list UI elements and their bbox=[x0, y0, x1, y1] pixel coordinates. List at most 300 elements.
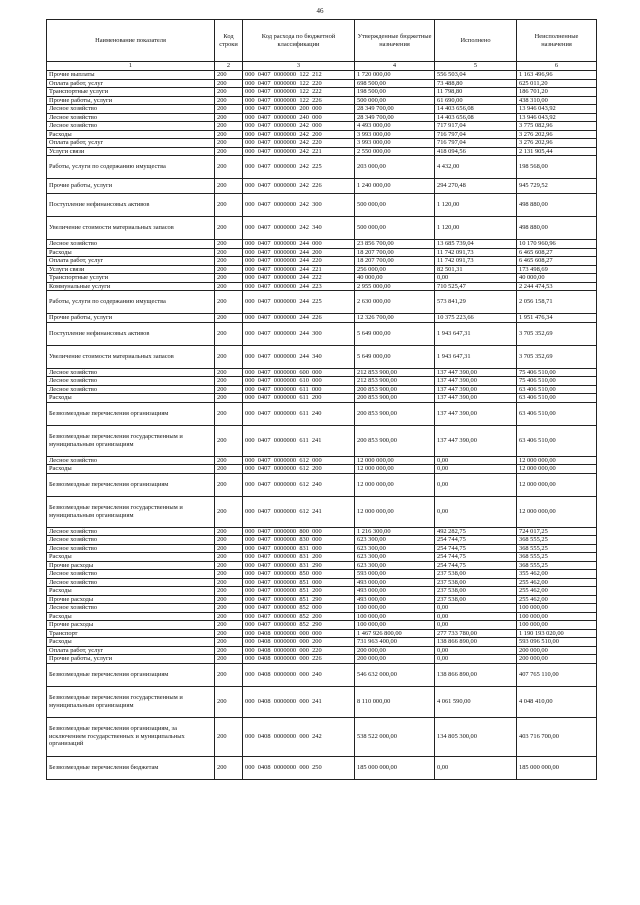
row-budget-code: 000 0407 0000000 852 290 bbox=[243, 621, 355, 630]
row-approved: 3 993 000,00 bbox=[355, 139, 435, 148]
row-budget-code: 000 0407 0000000 611 240 bbox=[243, 402, 355, 425]
row-executed: 573 841,29 bbox=[435, 291, 517, 314]
row-unexecuted: 13 946 043,92 bbox=[517, 105, 597, 114]
table-row bbox=[47, 322, 597, 345]
row-budget-code: 000 0408 0000000 000 250 bbox=[243, 756, 355, 779]
row-unexecuted: 498 880,00 bbox=[517, 217, 597, 240]
table-row bbox=[47, 425, 597, 456]
row-name: Расходы bbox=[47, 638, 215, 647]
row-approved: 200 000,00 bbox=[355, 655, 435, 664]
table-row bbox=[47, 578, 597, 587]
row-unexecuted: 355 462,00 bbox=[517, 570, 597, 579]
column-number-row bbox=[47, 62, 597, 71]
table-row bbox=[47, 663, 597, 686]
page-number: 46 bbox=[316, 7, 324, 15]
row-name: Прочие расходы bbox=[47, 561, 215, 570]
row-approved: 23 856 700,00 bbox=[355, 240, 435, 249]
row-approved: 1 467 926 800,00 bbox=[355, 629, 435, 638]
row-name: Лесное хозяйство bbox=[47, 536, 215, 545]
row-executed: 1 943 647,31 bbox=[435, 345, 517, 368]
row-executed: 254 744,75 bbox=[435, 544, 517, 553]
row-executed: 4 061 590,00 bbox=[435, 686, 517, 717]
row-executed: 138 866 890,00 bbox=[435, 638, 517, 647]
row-line-code: 200 bbox=[215, 595, 243, 604]
row-approved: 212 853 900,00 bbox=[355, 377, 435, 386]
row-approved: 5 649 000,00 bbox=[355, 322, 435, 345]
table-row bbox=[47, 79, 597, 88]
row-line-code: 200 bbox=[215, 402, 243, 425]
row-unexecuted: 3 276 202,96 bbox=[517, 139, 597, 148]
row-name: Прочие работы, услуги bbox=[47, 655, 215, 664]
row-unexecuted: 3 705 352,69 bbox=[517, 322, 597, 345]
row-name: Поступление нефинансовых активов bbox=[47, 194, 215, 217]
row-approved: 593 000,00 bbox=[355, 570, 435, 579]
row-budget-code: 000 0408 0000000 000 000 bbox=[243, 629, 355, 638]
row-approved: 500 000,00 bbox=[355, 194, 435, 217]
row-unexecuted: 255 462,00 bbox=[517, 578, 597, 587]
row-unexecuted: 63 406 510,00 bbox=[517, 394, 597, 403]
table-row bbox=[47, 240, 597, 249]
table-row bbox=[47, 604, 597, 613]
row-approved: 200 853 900,00 bbox=[355, 394, 435, 403]
row-line-code: 200 bbox=[215, 394, 243, 403]
row-executed: 0,00 bbox=[435, 465, 517, 474]
row-unexecuted: 6 465 608,27 bbox=[517, 257, 597, 266]
row-name: Расходы bbox=[47, 553, 215, 562]
row-name: Услуги связи bbox=[47, 147, 215, 156]
row-executed: 137 447 390,00 bbox=[435, 394, 517, 403]
row-budget-code: 000 0407 0000000 831 290 bbox=[243, 561, 355, 570]
row-budget-code: 000 0407 0000000 240 000 bbox=[243, 113, 355, 122]
row-budget-code: 000 0407 0000000 851 290 bbox=[243, 595, 355, 604]
row-executed: 1 120,00 bbox=[435, 217, 517, 240]
row-line-code: 200 bbox=[215, 257, 243, 266]
row-name: Лесное хозяйство bbox=[47, 240, 215, 249]
row-executed: 716 797,04 bbox=[435, 139, 517, 148]
row-approved: 200 000,00 bbox=[355, 646, 435, 655]
row-executed: 14 403 656,08 bbox=[435, 105, 517, 114]
row-unexecuted: 407 765 110,00 bbox=[517, 663, 597, 686]
row-line-code: 200 bbox=[215, 646, 243, 655]
row-name: Безвозмездные перечисления организациям, за исключением государственных и муниципальных организаций bbox=[47, 717, 215, 756]
row-executed: 82 501,31 bbox=[435, 265, 517, 274]
row-approved: 3 993 000,00 bbox=[355, 130, 435, 139]
row-unexecuted: 6 465 608,27 bbox=[517, 248, 597, 257]
row-unexecuted: 40 000,00 bbox=[517, 274, 597, 283]
row-line-code: 200 bbox=[215, 265, 243, 274]
row-executed: 11 798,80 bbox=[435, 88, 517, 97]
row-budget-code: 000 0407 0000000 242 200 bbox=[243, 130, 355, 139]
row-name: Лесное хозяйство bbox=[47, 527, 215, 536]
row-budget-code: 000 0407 0000000 244 300 bbox=[243, 322, 355, 345]
row-approved: 28 349 700,00 bbox=[355, 113, 435, 122]
table-row bbox=[47, 139, 597, 148]
row-executed: 237 538,00 bbox=[435, 578, 517, 587]
row-budget-code: 000 0407 0000000 600 000 bbox=[243, 368, 355, 377]
row-executed: 138 866 890,00 bbox=[435, 663, 517, 686]
row-approved: 18 207 700,00 bbox=[355, 257, 435, 266]
row-unexecuted: 63 406 510,00 bbox=[517, 425, 597, 456]
row-approved: 500 000,00 bbox=[355, 217, 435, 240]
row-budget-code: 000 0407 0000000 851 200 bbox=[243, 587, 355, 596]
row-unexecuted: 4 048 410,00 bbox=[517, 686, 597, 717]
row-line-code: 200 bbox=[215, 122, 243, 131]
row-unexecuted: 63 406 510,00 bbox=[517, 385, 597, 394]
table-row bbox=[47, 71, 597, 80]
row-name: Лесное хозяйство bbox=[47, 377, 215, 386]
row-name: Оплата работ, услуг bbox=[47, 139, 215, 148]
row-line-code: 200 bbox=[215, 88, 243, 97]
row-unexecuted: 10 170 960,96 bbox=[517, 240, 597, 249]
row-approved: 100 000,00 bbox=[355, 612, 435, 621]
table-row bbox=[47, 248, 597, 257]
table-row bbox=[47, 561, 597, 570]
table-row bbox=[47, 717, 597, 756]
row-approved: 2 630 000,00 bbox=[355, 291, 435, 314]
row-budget-code: 000 0407 0000000 612 240 bbox=[243, 473, 355, 496]
row-name: Безвозмездные перечисления организациям bbox=[47, 473, 215, 496]
row-executed: 0,00 bbox=[435, 646, 517, 655]
table-row bbox=[47, 465, 597, 474]
row-executed: 254 744,75 bbox=[435, 553, 517, 562]
row-unexecuted: 498 880,00 bbox=[517, 194, 597, 217]
row-approved: 500 000,00 bbox=[355, 96, 435, 105]
row-name: Расходы bbox=[47, 130, 215, 139]
table-row bbox=[47, 368, 597, 377]
row-budget-code: 000 0407 0000000 242 221 bbox=[243, 147, 355, 156]
row-name: Прочие расходы bbox=[47, 595, 215, 604]
row-name: Лесное хозяйство bbox=[47, 105, 215, 114]
row-unexecuted: 186 701,20 bbox=[517, 88, 597, 97]
row-budget-code: 000 0407 0000000 244 340 bbox=[243, 345, 355, 368]
row-line-code: 200 bbox=[215, 553, 243, 562]
row-line-code: 200 bbox=[215, 465, 243, 474]
row-unexecuted: 1 163 496,96 bbox=[517, 71, 597, 80]
row-approved: 1 240 000,00 bbox=[355, 179, 435, 194]
row-budget-code: 000 0407 0000000 244 200 bbox=[243, 248, 355, 257]
row-line-code: 200 bbox=[215, 561, 243, 570]
table-row bbox=[47, 544, 597, 553]
row-line-code: 200 bbox=[215, 240, 243, 249]
row-name: Лесное хозяйство bbox=[47, 570, 215, 579]
row-name: Безвозмездные перечисления государственным и муниципальным организациям bbox=[47, 496, 215, 527]
table-row bbox=[47, 536, 597, 545]
row-name: Оплата работ, услуг bbox=[47, 646, 215, 655]
row-name: Прочие расходы bbox=[47, 621, 215, 630]
row-name: Расходы bbox=[47, 587, 215, 596]
row-name: Расходы bbox=[47, 248, 215, 257]
table-row bbox=[47, 345, 597, 368]
row-executed: 10 375 223,66 bbox=[435, 314, 517, 323]
row-approved: 2 550 000,00 bbox=[355, 147, 435, 156]
row-approved: 5 649 000,00 bbox=[355, 345, 435, 368]
row-line-code: 200 bbox=[215, 282, 243, 291]
row-approved: 256 000,00 bbox=[355, 265, 435, 274]
row-name: Безвозмездные перечисления государственным и муниципальным организациям bbox=[47, 686, 215, 717]
row-budget-code: 000 0407 0000000 852 200 bbox=[243, 612, 355, 621]
row-line-code: 200 bbox=[215, 456, 243, 465]
row-approved: 493 000,00 bbox=[355, 587, 435, 596]
row-executed: 556 503,04 bbox=[435, 71, 517, 80]
row-name: Расходы bbox=[47, 394, 215, 403]
row-budget-code: 000 0407 0000000 611 000 bbox=[243, 385, 355, 394]
table-row bbox=[47, 496, 597, 527]
table-row bbox=[47, 394, 597, 403]
row-line-code: 200 bbox=[215, 105, 243, 114]
row-budget-code: 000 0407 0000000 611 200 bbox=[243, 394, 355, 403]
row-budget-code: 000 0407 0000000 800 000 bbox=[243, 527, 355, 536]
row-budget-code: 000 0408 0000000 000 200 bbox=[243, 638, 355, 647]
row-line-code: 200 bbox=[215, 717, 243, 756]
row-line-code: 200 bbox=[215, 71, 243, 80]
row-name: Безвозмездные перечисления организациям bbox=[47, 402, 215, 425]
row-executed: 710 525,47 bbox=[435, 282, 517, 291]
row-line-code: 200 bbox=[215, 638, 243, 647]
row-line-code: 200 bbox=[215, 536, 243, 545]
table-row bbox=[47, 646, 597, 655]
row-budget-code: 000 0408 0000000 000 226 bbox=[243, 655, 355, 664]
table-row bbox=[47, 282, 597, 291]
table-row bbox=[47, 96, 597, 105]
table-row bbox=[47, 147, 597, 156]
column-number: 6 bbox=[517, 62, 597, 71]
row-line-code: 200 bbox=[215, 217, 243, 240]
row-approved: 623 300,00 bbox=[355, 536, 435, 545]
row-approved: 12 000 000,00 bbox=[355, 465, 435, 474]
row-executed: 61 690,00 bbox=[435, 96, 517, 105]
row-unexecuted: 200 000,00 bbox=[517, 655, 597, 664]
row-executed: 0,00 bbox=[435, 274, 517, 283]
table-row bbox=[47, 314, 597, 323]
table-row bbox=[47, 686, 597, 717]
table-row bbox=[47, 88, 597, 97]
row-budget-code: 000 0407 0000000 612 241 bbox=[243, 496, 355, 527]
row-budget-code: 000 0408 0000000 000 220 bbox=[243, 646, 355, 655]
row-unexecuted: 593 096 510,00 bbox=[517, 638, 597, 647]
table-body bbox=[47, 62, 597, 780]
row-unexecuted: 12 000 000,00 bbox=[517, 456, 597, 465]
row-executed: 492 282,75 bbox=[435, 527, 517, 536]
row-unexecuted: 368 555,25 bbox=[517, 553, 597, 562]
row-executed: 137 447 390,00 bbox=[435, 368, 517, 377]
row-approved: 12 326 700,00 bbox=[355, 314, 435, 323]
row-approved: 100 000,00 bbox=[355, 604, 435, 613]
table-row bbox=[47, 156, 597, 179]
row-executed: 11 742 091,73 bbox=[435, 248, 517, 257]
table-row bbox=[47, 130, 597, 139]
row-approved: 623 300,00 bbox=[355, 544, 435, 553]
row-unexecuted: 368 555,25 bbox=[517, 536, 597, 545]
row-name: Расходы bbox=[47, 612, 215, 621]
row-approved: 12 000 000,00 bbox=[355, 496, 435, 527]
row-unexecuted: 438 310,00 bbox=[517, 96, 597, 105]
row-unexecuted: 3 276 202,96 bbox=[517, 130, 597, 139]
row-executed: 237 538,00 bbox=[435, 595, 517, 604]
row-budget-code: 000 0407 0000000 244 222 bbox=[243, 274, 355, 283]
row-line-code: 200 bbox=[215, 425, 243, 456]
row-budget-code: 000 0407 0000000 200 000 bbox=[243, 105, 355, 114]
row-unexecuted: 13 946 043,92 bbox=[517, 113, 597, 122]
row-approved: 200 853 900,00 bbox=[355, 425, 435, 456]
row-executed: 0,00 bbox=[435, 496, 517, 527]
row-budget-code: 000 0407 0000000 850 000 bbox=[243, 570, 355, 579]
row-name: Транспортные услуги bbox=[47, 88, 215, 97]
row-name: Прочие выплаты bbox=[47, 71, 215, 80]
table-row bbox=[47, 194, 597, 217]
row-line-code: 200 bbox=[215, 655, 243, 664]
row-budget-code: 000 0408 0000000 000 242 bbox=[243, 717, 355, 756]
row-unexecuted: 63 406 510,00 bbox=[517, 402, 597, 425]
row-budget-code: 000 0407 0000000 244 223 bbox=[243, 282, 355, 291]
row-unexecuted: 1 951 476,34 bbox=[517, 314, 597, 323]
row-budget-code: 000 0407 0000000 831 200 bbox=[243, 553, 355, 562]
row-line-code: 200 bbox=[215, 578, 243, 587]
row-approved: 198 500,00 bbox=[355, 88, 435, 97]
row-unexecuted: 945 729,52 bbox=[517, 179, 597, 194]
row-line-code: 200 bbox=[215, 147, 243, 156]
row-line-code: 200 bbox=[215, 291, 243, 314]
row-budget-code: 000 0408 0000000 000 240 bbox=[243, 663, 355, 686]
column-number: 5 bbox=[435, 62, 517, 71]
row-name: Транспортные услуги bbox=[47, 274, 215, 283]
row-name: Прочие работы, услуги bbox=[47, 96, 215, 105]
table-row bbox=[47, 385, 597, 394]
row-name: Лесное хозяйство bbox=[47, 385, 215, 394]
row-budget-code: 000 0408 0000000 000 241 bbox=[243, 686, 355, 717]
row-approved: 731 963 400,00 bbox=[355, 638, 435, 647]
row-executed: 254 744,75 bbox=[435, 536, 517, 545]
table-row bbox=[47, 473, 597, 496]
row-unexecuted: 3 775 082,96 bbox=[517, 122, 597, 131]
row-approved: 1 720 000,00 bbox=[355, 71, 435, 80]
table-row bbox=[47, 402, 597, 425]
row-unexecuted: 100 000,00 bbox=[517, 612, 597, 621]
header-executed: Исполнено bbox=[435, 20, 517, 62]
budget-execution-table bbox=[46, 19, 597, 780]
row-name: Коммунальные услуги bbox=[47, 282, 215, 291]
row-executed: 1 943 647,31 bbox=[435, 322, 517, 345]
row-approved: 698 500,00 bbox=[355, 79, 435, 88]
row-approved: 493 000,00 bbox=[355, 578, 435, 587]
row-name: Лесное хозяйство bbox=[47, 544, 215, 553]
row-approved: 4 493 000,00 bbox=[355, 122, 435, 131]
row-executed: 137 447 390,00 bbox=[435, 425, 517, 456]
row-name: Оплата работ, услуг bbox=[47, 257, 215, 266]
row-budget-code: 000 0407 0000000 610 000 bbox=[243, 377, 355, 386]
row-approved: 40 000,00 bbox=[355, 274, 435, 283]
row-approved: 623 300,00 bbox=[355, 561, 435, 570]
row-line-code: 200 bbox=[215, 96, 243, 105]
row-executed: 0,00 bbox=[435, 604, 517, 613]
row-executed: 137 447 390,00 bbox=[435, 402, 517, 425]
column-number: 3 bbox=[243, 62, 355, 71]
row-approved: 100 000,00 bbox=[355, 621, 435, 630]
row-executed: 0,00 bbox=[435, 456, 517, 465]
row-unexecuted: 2 056 158,71 bbox=[517, 291, 597, 314]
row-line-code: 200 bbox=[215, 274, 243, 283]
row-name: Работы, услуги по содержанию имущества bbox=[47, 291, 215, 314]
header-name: Наименование показателя bbox=[47, 20, 215, 62]
row-budget-code: 000 0407 0000000 830 000 bbox=[243, 536, 355, 545]
row-budget-code: 000 0407 0000000 851 000 bbox=[243, 578, 355, 587]
row-budget-code: 000 0407 0000000 831 000 bbox=[243, 544, 355, 553]
row-approved: 12 000 000,00 bbox=[355, 473, 435, 496]
row-name: Увеличение стоимости материальных запасов bbox=[47, 217, 215, 240]
table-row bbox=[47, 570, 597, 579]
row-name: Работы, услуги по содержанию имущества bbox=[47, 156, 215, 179]
row-line-code: 200 bbox=[215, 612, 243, 621]
table-row bbox=[47, 456, 597, 465]
row-line-code: 200 bbox=[215, 314, 243, 323]
row-name: Расходы bbox=[47, 465, 215, 474]
row-unexecuted: 185 000 000,00 bbox=[517, 756, 597, 779]
row-line-code: 200 bbox=[215, 156, 243, 179]
row-budget-code: 000 0407 0000000 122 220 bbox=[243, 79, 355, 88]
table-row bbox=[47, 179, 597, 194]
row-budget-code: 000 0407 0000000 242 340 bbox=[243, 217, 355, 240]
row-budget-code: 000 0407 0000000 244 226 bbox=[243, 314, 355, 323]
row-executed: 0,00 bbox=[435, 621, 517, 630]
row-budget-code: 000 0407 0000000 244 220 bbox=[243, 257, 355, 266]
row-executed: 237 538,00 bbox=[435, 570, 517, 579]
column-number: 4 bbox=[355, 62, 435, 71]
row-name: Поступление нефинансовых активов bbox=[47, 322, 215, 345]
header-line-code: Код строки bbox=[215, 20, 243, 62]
row-approved: 8 110 000,00 bbox=[355, 686, 435, 717]
row-line-code: 200 bbox=[215, 629, 243, 638]
row-line-code: 200 bbox=[215, 527, 243, 536]
row-approved: 203 000,00 bbox=[355, 156, 435, 179]
row-executed: 0,00 bbox=[435, 756, 517, 779]
row-line-code: 200 bbox=[215, 345, 243, 368]
row-line-code: 200 bbox=[215, 130, 243, 139]
table-row bbox=[47, 265, 597, 274]
row-line-code: 200 bbox=[215, 377, 243, 386]
table-row bbox=[47, 621, 597, 630]
row-executed: 277 733 780,00 bbox=[435, 629, 517, 638]
row-line-code: 200 bbox=[215, 570, 243, 579]
row-line-code: 200 bbox=[215, 587, 243, 596]
row-executed: 294 270,48 bbox=[435, 179, 517, 194]
row-line-code: 200 bbox=[215, 756, 243, 779]
header-approved: Утвержденные бюджетные назначения bbox=[355, 20, 435, 62]
row-executed: 418 094,56 bbox=[435, 147, 517, 156]
row-line-code: 200 bbox=[215, 139, 243, 148]
row-approved: 623 300,00 bbox=[355, 553, 435, 562]
table-row bbox=[47, 595, 597, 604]
row-unexecuted: 75 406 510,00 bbox=[517, 368, 597, 377]
table-row bbox=[47, 553, 597, 562]
row-executed: 254 744,75 bbox=[435, 561, 517, 570]
table-row bbox=[47, 612, 597, 621]
row-budget-code: 000 0407 0000000 242 225 bbox=[243, 156, 355, 179]
column-number: 2 bbox=[215, 62, 243, 71]
row-unexecuted: 198 568,00 bbox=[517, 156, 597, 179]
row-approved: 185 000 000,00 bbox=[355, 756, 435, 779]
table-row bbox=[47, 122, 597, 131]
row-budget-code: 000 0407 0000000 242 300 bbox=[243, 194, 355, 217]
row-budget-code: 000 0407 0000000 242 220 bbox=[243, 139, 355, 148]
row-executed: 137 447 390,00 bbox=[435, 385, 517, 394]
row-approved: 12 000 000,00 bbox=[355, 456, 435, 465]
row-unexecuted: 75 406 510,00 bbox=[517, 377, 597, 386]
row-unexecuted: 255 462,00 bbox=[517, 595, 597, 604]
row-line-code: 200 bbox=[215, 248, 243, 257]
table-header-row bbox=[47, 20, 597, 62]
row-line-code: 200 bbox=[215, 113, 243, 122]
row-name: Оплата работ, услуг bbox=[47, 79, 215, 88]
row-unexecuted: 12 000 000,00 bbox=[517, 473, 597, 496]
